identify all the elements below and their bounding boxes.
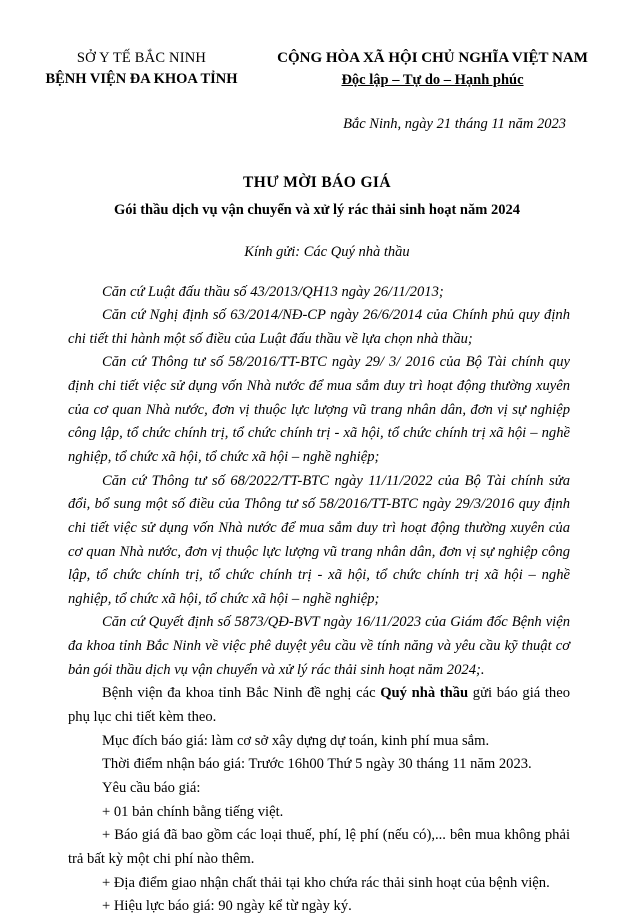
paragraph-legal-basis-5: Căn cứ Quyết định số 5873/QĐ-BVT ngày 16/11/2023 của Giám đốc Bệnh viện đa khoa tỉnh Bắc Ninh về việc phê duyệt yêu cầu về tính năng và yêu cầu kỹ thuật cơ bản gói thầu dịch vụ vận chuyển và xử lý rác thải sinh hoạt năm 2024;. (68, 614, 570, 678)
page-title: THƯ MỜI BÁO GIÁ (243, 173, 391, 191)
title-block (0, 171, 634, 222)
paragraph-legal-basis-1: Căn cứ Luật đấu thầu số 43/2013/QH13 ngày 26/11/2013; (102, 283, 444, 300)
requirement-item-1: + 01 bản chính bằng tiếng việt. (102, 803, 284, 820)
paragraph-legal-basis-4: Căn cứ Thông tư số 68/2022/TT-BTC ngày 11/11/2022 của Bộ Tài chính sửa đổi, bổ sung một số điều của Thông tư số 58/2016/TT-BTC ngày 29/3/2016 quy định chi tiết việc sử dụng vốn Nhà nước để mua sắm duy trì hoạt động thường xuyên của cơ quan Nhà nước, đơn vị thuộc lực lượng vũ trang nhân dân, đơn vị sự nghiệp công lập, tổ chức chính trị, tổ chức chính trị - xã hội, tổ chức chính trị xã hội – nghề nghiệp, tổ chức xã hội, tổ chức xã hội – nghề nghiệp; (68, 472, 570, 607)
paragraph-legal-basis-3: Căn cứ Thông tư số 58/2016/TT-BTC ngày 29/ 3/ 2016 của Bộ Tài chính quy định chi tiết việc sử dụng vốn Nhà nước để mua sắm duy trì hoạt động thường xuyên của cơ quan Nhà nước, đơn vị thuộc lực lượng vũ trang nhân dân, đơn vị sự nghiệp công lập, tổ chức chính trị, tổ chức chính trị - xã hội, tổ chức chính trị xã hội – nghề nghiệp, tổ chức xã hội, tổ chức xã hội – nghề nghiệp; (68, 354, 570, 465)
page-subtitle: Gói thầu dịch vụ vận chuyển và xử lý rác thải sinh hoạt năm 2024 (114, 201, 520, 218)
paragraph-deadline: Thời điểm nhận báo giá: Trước 16h00 Thứ 5 ngày 30 tháng 11 năm 2023. (102, 756, 532, 773)
paragraph-requirements-heading: Yêu cầu báo giá: (102, 779, 201, 796)
request-text-part-1: Bệnh viện đa khoa tỉnh Bắc Ninh đề nghị các (102, 685, 381, 702)
requirement-item-3: + Địa điểm giao nhận chất thải tại kho chứa rác thải sinh hoạt của bệnh viện. (102, 874, 550, 891)
department-name: SỞ Y TẾ BẮC NINH (76, 50, 207, 66)
paragraph-legal-basis-2: Căn cứ Nghị định số 63/2014/NĐ-CP ngày 26/6/2014 của Chính phủ quy định chi tiết thi hành một số điều của Luật đấu thầu về lựa chọn nhà thầu; (68, 307, 570, 347)
country-name: CỘNG HÒA XÃ HỘI CHỦ NGHĨA VIỆT NAM (277, 50, 588, 66)
document-date: Bắc Ninh, ngày 21 tháng 11 năm 2023 (343, 115, 566, 132)
national-motto: Độc lập – Tự do – Hạnh phúc (341, 71, 524, 88)
hospital-name: BỆNH VIỆN ĐA KHOA TỈNH (45, 71, 238, 88)
national-heading (255, 48, 634, 92)
requirement-item-4: + Hiệu lực báo giá: 90 ngày kể từ ngày ký. (102, 898, 352, 915)
requirement-item-2: + Báo giá đã bao gồm các loại thuế, phí, lệ phí (nếu có),... bên mua không phải trả bất kỳ một chi phí nào thêm. (68, 827, 570, 867)
issuing-organization (0, 48, 255, 90)
recipient-line: Kính gửi: Các Quý nhà thầu (244, 243, 410, 260)
paragraph-request (68, 682, 570, 729)
request-text-part-2: gửi báo giá theo phụ lục chi tiết kèm theo. (68, 685, 570, 726)
document-body (0, 281, 634, 919)
request-text-emphasis: Quý nhà thầu (380, 685, 469, 702)
paragraph-purpose: Mục đích báo giá: làm cơ sở xây dựng dự toán, kinh phí mua sắm. (102, 732, 490, 749)
document-header (0, 0, 634, 92)
